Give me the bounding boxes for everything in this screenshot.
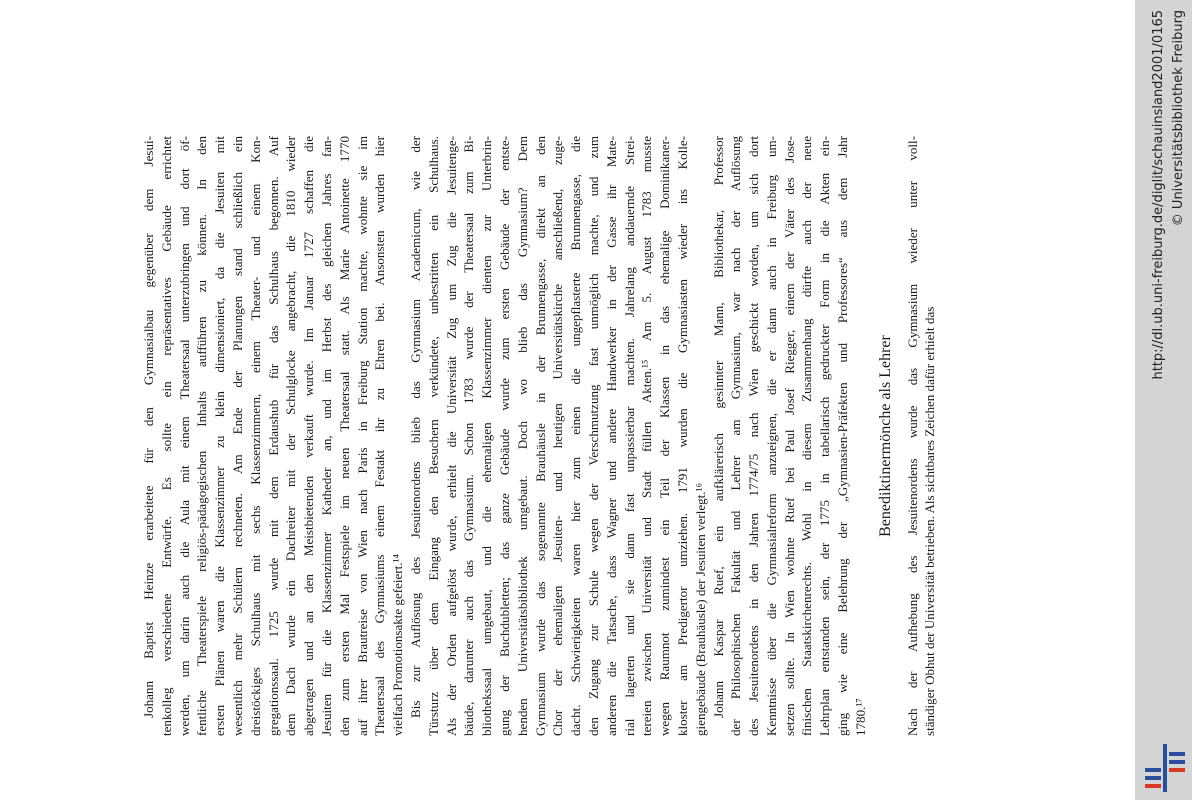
text-line: Nach der Aufhebung des Jesuitenordens wurde das Gymnasium wieder unter voll- <box>904 136 920 736</box>
paragraph <box>140 136 407 736</box>
paragraph <box>904 136 940 736</box>
text-line: finischen Staatskirchenrechts. Wohl in diesem Zusammenhang dürfte auch der neue <box>799 136 815 736</box>
text-line: wesentlich mehr Schülern rechneten. Am Ende der Planungen stand schließlich ein <box>229 136 245 736</box>
body-text <box>140 136 939 736</box>
text-line: den Zugang zur Schule wegen der Verschmutzung fast unmöglich machte, und zum <box>585 136 601 736</box>
text-line: Gymnasium wurde das sogenannte Brauhäusle in der Brunnengasse, direkt an den <box>532 136 548 736</box>
text-line: bäude, darunter auch das Gymnasium. Schon 1783 wurde der Theatersaal zum Bi- <box>461 136 477 736</box>
text-line: auf ihrer Brautreise von Wien nach Paris in Freiburg Station machte, wohnte sie im <box>354 136 370 736</box>
text-line: des Jesuitenordens in den Jahren 1774/75 nach Wien geschickt worden, um sich dort <box>746 136 762 736</box>
text-line: abgetragen und an den Meistbietenden verkauft wurde. Im Januar 1727 schaffen die <box>301 136 317 736</box>
text-line: Johann Kaspar Ruef, ein aufklärerisch gesinnter Mann, Bibliothekar, Professor <box>710 136 726 718</box>
paragraph <box>407 136 710 736</box>
text-line: werden, um darin auch die Aula mit einem Theatersaal unterzubringen und dort öf- <box>176 136 192 736</box>
text-line: tenkolleg verschiedene Entwürfe. Es sollte ein repräsentatives Gebäude errichtet <box>158 136 174 736</box>
text-line: dreistöckiges Schulhaus mit sechs Klassenzimmern, einem Theater- und einem Kon- <box>247 136 263 736</box>
text-line: gung der Buchdubletten; das ganze Gebäude wurde zum ersten Gebäude der entste- <box>496 136 512 736</box>
text-line: Jesuiten für die Klassenzimmer Katheder an, und im Herbst des gleichen Jahres fan- <box>318 136 334 736</box>
rotated-text-block <box>140 136 1020 736</box>
text-line: rial lagerten und sie dann fast unpassierbar machten. Jahrelang andauernde Strei- <box>621 136 637 736</box>
text-line: Lehrplan entstanden sein, der 1775 in tabellarisch gedruckter Form in die Akten ein- <box>817 136 833 736</box>
text-line: der Philosophischen Fakultät und Lehrer am Gymnasium, war nach der Auflösung <box>728 136 744 736</box>
text-line: Theatersaal des Gymnasiums einem Festakt ihr zu Ehren bei. Ansonsten wurden hier <box>372 136 388 736</box>
text-line: anderen die Tatsache, dass Wagner und andere Handwerker in der Gasse ihr Mate- <box>603 136 619 736</box>
text-line: den zum ersten Mal Festspiele im neuen Theatersaal statt. Als Marie Antoinette 1770 <box>336 136 352 736</box>
text-line: dacht. Schwierigkeiten waren hier zum einen die ungepflasterte Brunnengasse, die <box>568 136 584 736</box>
text-line: dem Dach wurde ein Dachreiter mit der Schulglocke angebracht, die 1810 wieder <box>283 136 299 736</box>
text-line: giengebäude (Brauhäusle) der Jesuiten verlegt.¹⁶ <box>692 483 708 736</box>
text-line: henden Universitätsbibliothek umgebaut. Doch wo blieb das Gymnasium? Dem <box>514 136 530 736</box>
copyright-notice: © Universitätsbibliothek Freiburg <box>1171 10 1186 227</box>
text-line: setzen sollte. In Wien wohnte Ruef bei Paul Josef Riegger, einem der Väter des Jose- <box>781 136 797 736</box>
paragraph <box>710 136 870 736</box>
text-line: ständiger Obhut der Universität betrieben. Als sichtbares Zeichen dafür erhielt das <box>922 306 938 736</box>
text-line: Chor der ehemaligen Jesuiten- und heutigen Universitätskirche anschließend, zuge- <box>550 136 566 736</box>
text-line: vielfach Promotionsakte gefeiert.¹⁴ <box>390 554 406 736</box>
text-line: fentliche Theaterspiele religiös-pädagogischen Inhalts aufführen zu können. In den <box>194 136 210 736</box>
text-line: tereien zwischen Universität und Stadt füllen Akten.¹⁵ Am 5. August 1783 musste <box>639 136 655 736</box>
library-logo-icon <box>1143 742 1187 794</box>
sidebar-text <box>1150 0 1190 800</box>
text-line: Türsturz über dem Eingang den Besuchern verkündete, unbestritten ein Schulhaus. <box>425 136 441 736</box>
text-line: Johann Baptist Heinze erarbeitete für den Gymnasialbau gegenüber dem Jesui- <box>141 136 156 718</box>
text-line: Als der Orden aufgelöst wurde, erhielt die Universität Zug um Zug die Jesuitenge- <box>443 136 459 736</box>
text-line: 1780.¹⁷ <box>852 698 868 736</box>
section-heading: Benediktinermönche als Lehrer <box>876 335 894 537</box>
text-line: ersten Plänen waren die Klassenzimmer zu klein dimensioniert, da die Jesuiten mit <box>212 136 228 736</box>
text-line: gregationssaal. 1725 wurde mit dem Erdaushub für das Schulhaus begonnen. Auf <box>265 136 281 736</box>
text-line: Kenntnisse über die Gymnasialreform anzueignen, die er dann auch in Freiburg um- <box>763 136 779 736</box>
source-url-link[interactable]: http://dl.ub.uni-freiburg.de/diglit/schauinsland2001/0165 <box>1151 10 1166 380</box>
text-line: kloster am Predigertor umziehen. 1791 wurden die Gymnasiasten wieder ins Kolle- <box>674 136 690 736</box>
text-line: ging wie eine Belehrung der „Gymnasien-Präfekten und Professores“ aus dem Jahr <box>835 136 851 736</box>
text-line: bliothekssaal umgebaut, und die ehemaligen Klassenzimmer dienten zur Unterbrin- <box>479 136 495 736</box>
text-line: Bis zur Auflösung des Jesuitenordens blieb das Gymnasium Academicum, wie der <box>407 136 423 718</box>
text-line: wegen Raumnot zumindest ein Teil der Klassen in das ehemalige Dominikaner- <box>657 136 673 736</box>
